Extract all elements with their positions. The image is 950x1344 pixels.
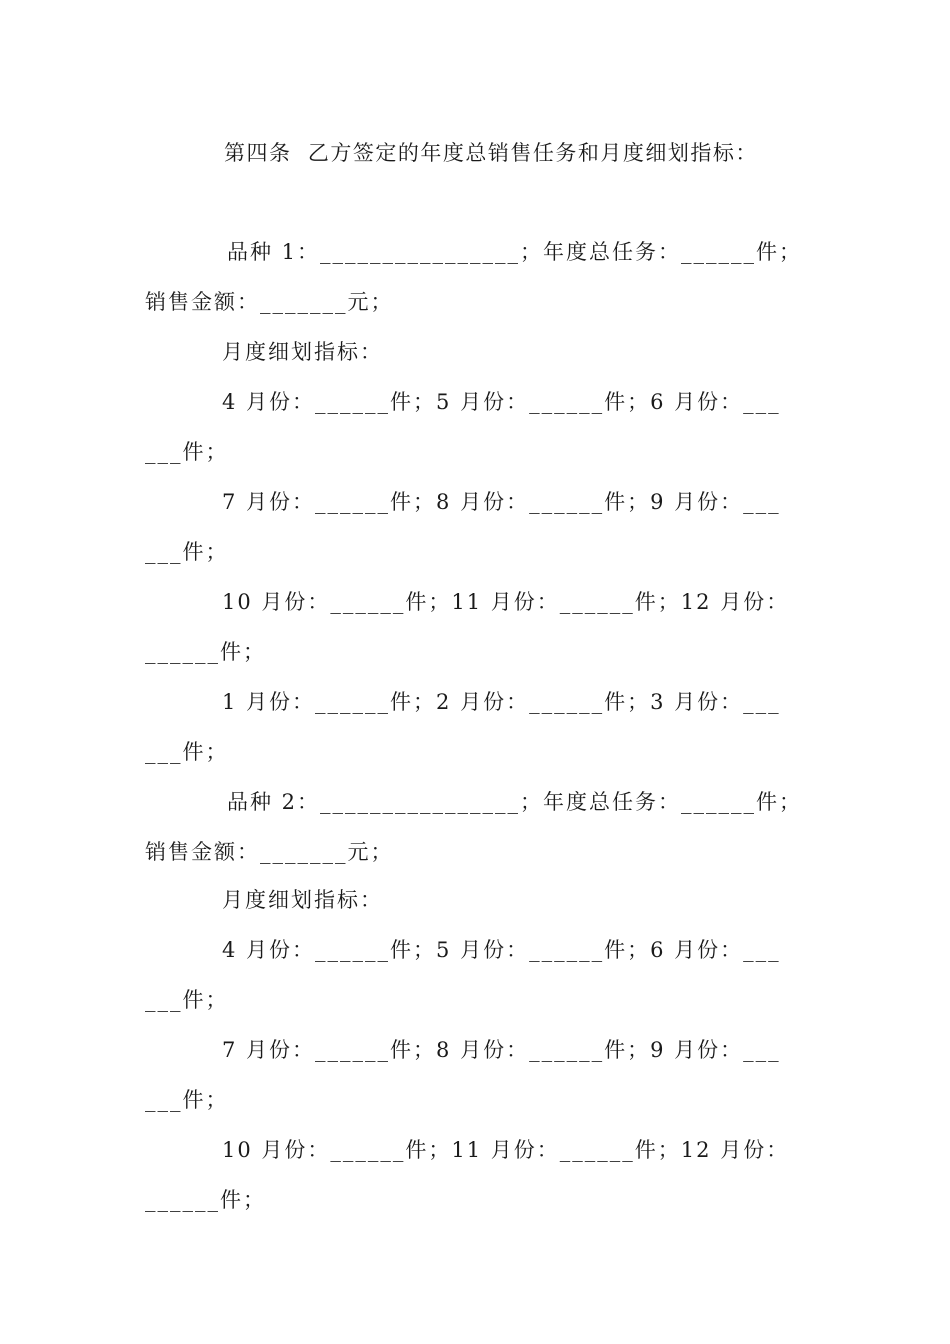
- monthly-target-heading: 月度细划指标：: [222, 340, 383, 364]
- months-10-12-continuation: ______件；: [145, 1188, 266, 1212]
- months-10-12-continuation: ______件；: [145, 640, 266, 664]
- months-1-3-line: 1 月份：______件；2 月份：______件；3 月份：___: [222, 690, 781, 714]
- sales-amount-line: 销售金额：_______元；: [145, 290, 394, 314]
- months-4-6-continuation: ___件；: [145, 440, 229, 464]
- months-1-3-continuation: ___件；: [145, 740, 229, 764]
- article-heading: 第四条 乙方签定的年度总销售任务和月度细划指标：: [224, 141, 758, 165]
- months-7-9-line: 7 月份：______件；8 月份：______件；9 月份：___: [222, 490, 781, 514]
- variety-1-line: 品种 1：________________；年度总任务：______件；: [227, 240, 803, 264]
- months-4-6-line: 4 月份：______件；5 月份：______件；6 月份：___: [222, 938, 781, 962]
- months-7-9-continuation: ___件；: [145, 540, 229, 564]
- months-7-9-continuation: ___件；: [145, 1088, 229, 1112]
- monthly-target-heading: 月度细划指标：: [222, 888, 383, 912]
- months-10-12-line: 10 月份：______件；11 月份：______件；12 月份：: [222, 1138, 790, 1162]
- months-10-12-line: 10 月份：______件；11 月份：______件；12 月份：: [222, 590, 790, 614]
- variety-2-line: 品种 2：________________；年度总任务：______件；: [227, 790, 803, 814]
- months-4-6-line: 4 月份：______件；5 月份：______件；6 月份：___: [222, 390, 781, 414]
- months-4-6-continuation: ___件；: [145, 988, 229, 1012]
- months-7-9-line: 7 月份：______件；8 月份：______件；9 月份：___: [222, 1038, 781, 1062]
- sales-amount-line: 销售金额：_______元；: [145, 840, 394, 864]
